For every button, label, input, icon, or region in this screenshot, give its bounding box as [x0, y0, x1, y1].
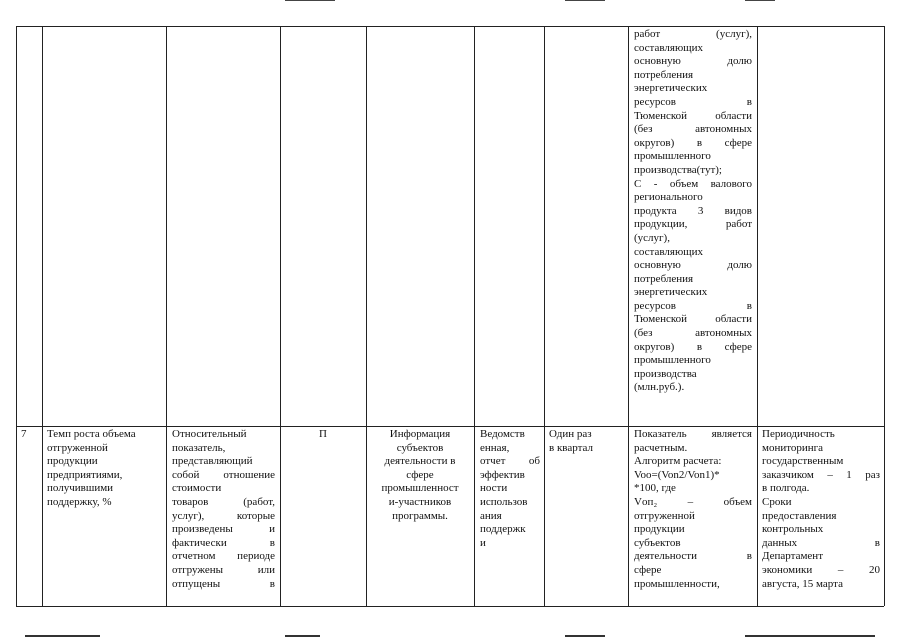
scan-mark: [745, 0, 775, 1]
monitoring-schedule: Периодичность мониторинга государственным заказчиком – 1 раз в полгода. Сроки предоставления контрольных данных в Департамент экономики – 20 августа, 15 марта: [762, 428, 880, 590]
scan-mark: [565, 0, 605, 1]
column-border: [628, 26, 629, 606]
column-border: [280, 26, 281, 606]
row-divider: [16, 426, 884, 427]
formula-continuation: работ (услуг), составляющих основную долю потребления энергетических ресурсов в Тюменской области (без автономных округов) в сфере промышленного производства(тут); С - объем валового регионального продукта 3 видов продукции, работ (услуг), составляющих основную долю потребления энергетических ресурсов в Тюменской области (без автономных округов) в сфере промышленного производства (млн.руб.).: [634, 28, 752, 394]
column-border: [757, 26, 758, 606]
column-border: [16, 26, 17, 606]
column-border: [366, 26, 367, 606]
reporting-form: Ведомств енная, отчет об эффектив ности использов ания поддержк и: [480, 428, 540, 549]
table-top-border: [16, 26, 884, 27]
scan-mark: [285, 635, 320, 637]
scan-mark: [745, 635, 875, 637]
column-border: [166, 26, 167, 606]
column-border: [42, 26, 43, 606]
scan-mark: [25, 635, 100, 637]
column-border: [474, 26, 475, 606]
indicator-definition: Относительный показатель, представляющий собой отношение стоимости товаров (работ, услуг), которые произведены и фактически в отчетном периоде отгружены или отпущены в: [172, 428, 275, 590]
column-border: [544, 26, 545, 606]
scan-mark: [565, 635, 605, 637]
row-number: 7: [21, 428, 27, 440]
indicator-name: Темп роста объема отгруженной продукции предприятиями, получившими поддержку, %: [47, 428, 136, 508]
calculation-method: Показатель является расчетным. Алгоритм расчета: Voo=(Von2/Von1)* *100, где Vоп₂ – объем отгруженной продукции субъектов деятельности в сфере промышленности,: [634, 428, 752, 590]
data-source: Информация субъектов деятельности в сфере промышленност и-участников программы.: [381, 428, 459, 522]
table-bottom-border: [16, 606, 884, 607]
collection-frequency: Один раз в квартал: [549, 428, 593, 454]
indicator-type: П: [319, 428, 327, 440]
scan-mark: [285, 0, 335, 1]
column-border: [884, 26, 885, 606]
